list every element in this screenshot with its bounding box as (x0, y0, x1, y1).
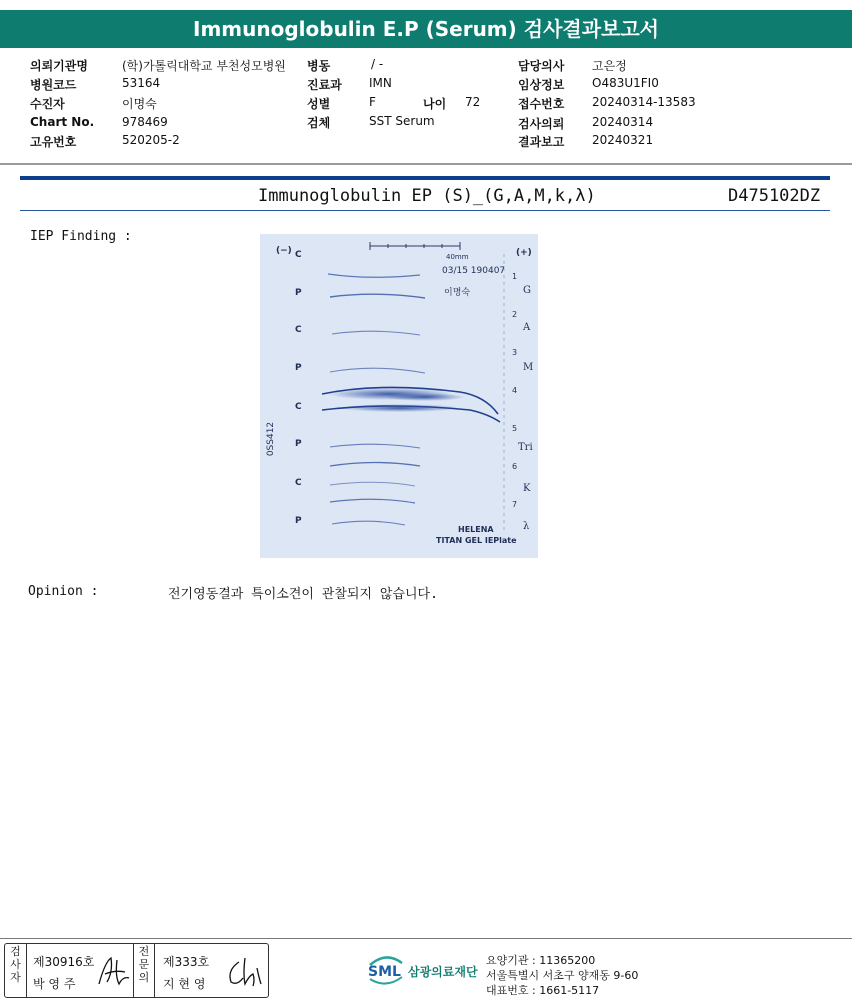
section-rule-bottom (20, 210, 830, 211)
report-value: 20240321 (592, 133, 654, 147)
unique-value: 520205-2 (122, 133, 180, 147)
request-label: 검사의뢰 (518, 117, 565, 131)
institution-label: 의뢰기관명 (30, 59, 88, 73)
reviewer-label-text: 검사자 (10, 945, 21, 984)
chart-label: Chart No. (30, 115, 95, 129)
gel-well-number: 1 (512, 272, 518, 281)
hospital-code-value: 53164 (122, 76, 161, 90)
chart-value: 978469 (122, 115, 168, 129)
dept-label: 진료과 (307, 78, 342, 92)
age-value: 72 (465, 95, 481, 109)
reviewer-name: 박 영 주 (33, 977, 76, 991)
ward-value: / - (371, 57, 384, 71)
header-divider (0, 163, 852, 165)
patient-value: 이명숙 (122, 97, 157, 111)
sml-logo-text: SML (368, 964, 401, 980)
reviewer-signature (95, 952, 131, 990)
gel-antiserum-label: A (523, 322, 531, 333)
gel-well-number: 2 (512, 310, 518, 319)
section-rule-top (20, 176, 830, 180)
receipt-value: 20240314-13583 (592, 95, 696, 109)
org-name: 삼광의료재단 (408, 965, 478, 979)
confirmer-signature (223, 954, 263, 990)
test-code: D475102DZ (728, 186, 821, 206)
org-address: 서울특별시 서초구 양재동 9-60 (486, 969, 639, 982)
opinion-text: 전기영동결과 특이소견이 관찰되지 않습니다. (168, 587, 438, 602)
opinion-label: Opinion : (28, 584, 99, 599)
report-title: Immunoglobulin E.P (Serum) 검사결과보고서 (193, 17, 659, 41)
gel-row-label: C (295, 250, 302, 260)
gel-row-label: P (295, 516, 302, 526)
gel-antiserum-label: λ (523, 521, 530, 532)
sex-value: F (369, 95, 376, 109)
gel-drawing (260, 234, 538, 558)
specimen-label: 검체 (307, 116, 331, 130)
gel-patient-name: 이명숙 (444, 288, 471, 298)
gel-well-number: 4 (512, 386, 518, 395)
hospital-code-label: 병원코드 (30, 78, 77, 92)
unique-label: 고유번호 (30, 135, 77, 149)
patient-label: 수진자 (30, 97, 65, 111)
gel-antiserum-label: K (523, 483, 531, 494)
title-bar (0, 10, 852, 48)
confirmer-label-text: 전문의 (138, 945, 150, 984)
confirmer-name: 지 현 영 (163, 977, 206, 991)
gel-well-number: 3 (512, 348, 518, 357)
receipt-label: 접수번호 (518, 97, 565, 111)
gel-brand: HELENA (458, 525, 494, 534)
specimen-value: SST Serum (369, 114, 435, 128)
sml-logo-icon (366, 951, 406, 987)
org-phone: 대표번호 : 1661-5117 (486, 984, 600, 997)
gel-well-number: 7 (512, 500, 518, 509)
gel-row-label: C (295, 402, 302, 412)
request-value: 20240314 (592, 115, 654, 129)
clinical-value: O483U1FI0 (592, 76, 659, 90)
gel-well-number: 5 (512, 424, 518, 433)
gel-antiserum-label: M (523, 362, 534, 373)
reviewer-number: 제30916호 (33, 955, 95, 969)
iep-gel-image (260, 234, 538, 558)
gel-scale-label: 40mm (446, 253, 469, 261)
gel-antiserum-label: G (523, 285, 531, 296)
institution-value: (학)가톨릭대학교 부천성모병원 (122, 59, 286, 73)
ward-label: 병동 (307, 59, 331, 73)
gel-antiserum-label: Tri (518, 442, 533, 453)
clinical-label: 임상정보 (518, 78, 565, 92)
gel-brand-line2: TITAN GEL IEPlate (436, 536, 517, 545)
gel-side-number: 0SS412 (266, 421, 277, 457)
test-title: Immunoglobulin EP (S)_(G,A,M,k,λ) (258, 186, 596, 206)
gel-minus-label: (−) (276, 246, 292, 256)
confirmer-label (133, 944, 155, 997)
gel-date: 03/15 190407 (442, 266, 506, 276)
reviewer-label (5, 944, 27, 997)
doctor-label: 담당의사 (518, 59, 565, 73)
gel-row-label: P (295, 439, 302, 449)
gel-row-label: C (295, 325, 302, 335)
dept-value: IMN (369, 76, 392, 90)
finding-label: IEP Finding : (30, 229, 132, 244)
confirmer-number: 제333호 (163, 955, 210, 969)
gel-well-number: 6 (512, 462, 518, 471)
org-code: 요양기관 : 11365200 (486, 954, 596, 967)
age-label: 나이 (423, 97, 447, 111)
footer-divider (0, 938, 852, 939)
gel-plus-label: (+) (516, 248, 532, 258)
sex-label: 성별 (307, 97, 331, 111)
gel-row-label: P (295, 363, 302, 373)
signature-box (4, 943, 269, 998)
report-label: 결과보고 (518, 135, 565, 149)
gel-row-label: P (295, 288, 302, 298)
gel-row-label: C (295, 478, 302, 488)
doctor-value: 고은정 (592, 59, 627, 73)
